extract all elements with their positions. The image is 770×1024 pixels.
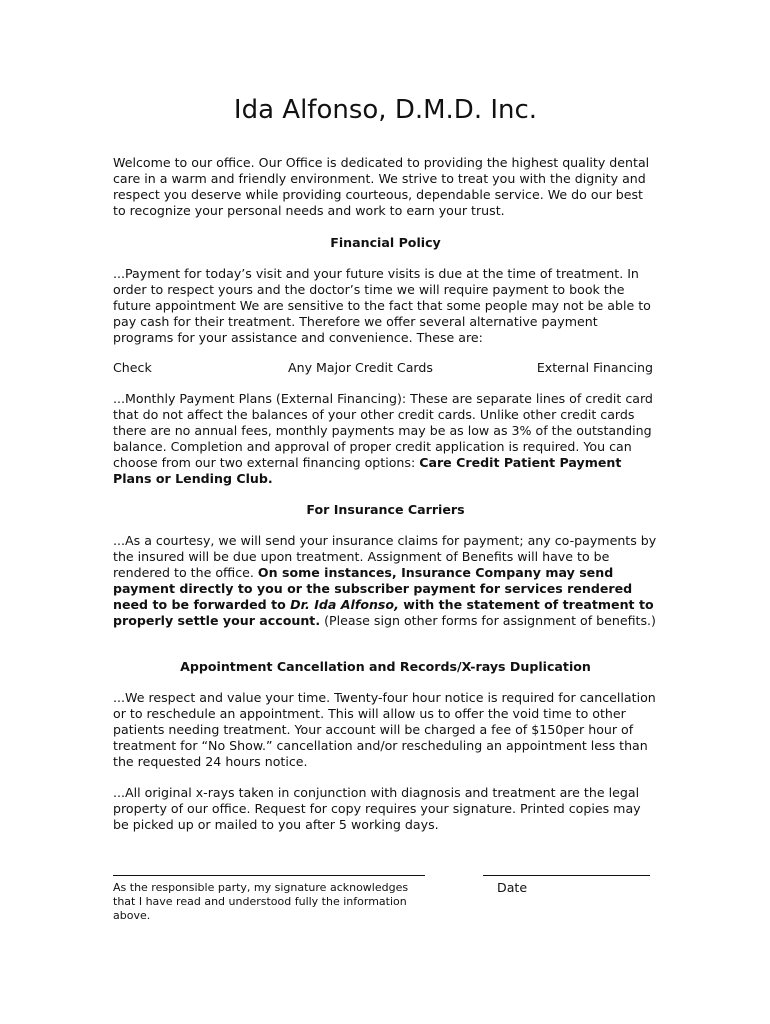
financial-policy-heading: Financial Policy [330, 235, 441, 250]
insurance-bold-2: with the statement of treatment to properly settle your account. [113, 597, 654, 628]
monthly-plans-paragraph [113, 391, 658, 487]
payment-options-row [113, 360, 658, 376]
cancellation-paragraph: ...We respect and value your time. Twenty-four hour notice is required for cancellation or to reschedule an appointment. This will allow us to offer the void time to other patients needing treatment. Your account will be charged a fee of $150per hour of treatment for “No Show.” cancellation and/or rescheduling an appointment less than the requested 24 hours notice. [113, 690, 656, 769]
cancellation-heading: Appointment Cancellation and Records/X-rays Duplication [180, 659, 591, 674]
insurance-text-2: (Please sign other forms for assignment of benefits.) [320, 613, 656, 628]
signature-line[interactable] [113, 865, 425, 876]
monthly-plans-text: ...Monthly Payment Plans (External Financing): These are separate lines of credit card that do not affect the balances of your other credit cards. Unlike other credit cards there are no annual fees, monthly payments may be as low as 3% of the outstanding balance. Completion and approval of proper credit application is required. You can choose from our two external financing options: [113, 391, 653, 470]
insurance-doctor-name: Dr. Ida Alfonso, [290, 597, 399, 612]
financial-policy-paragraph: ...Payment for today’s visit and your future visits is due at the time of treatment. In order to respect yours and the doctor’s time we will require payment to book the future appointment We are sensitive to the fact that some people may not be able to pay cash for their treatment. Therefore we offer several alternative payment programs for your assistance and convenience. These are: [113, 266, 651, 345]
xrays-paragraph: ...All original x-rays taken in conjunction with diagnosis and treatment are the legal property of our office. Request for copy requires your signature. Printed copies may be picked up or mailed to you after 5 working days. [113, 785, 641, 832]
insurance-text-1: ...As a courtesy, we will send your insurance claims for payment; any co-payments by the insured will be due upon treatment. Assignment of Benefits will have to be rendered to the office. [113, 533, 657, 580]
payment-option-external-financing: External Financing [536, 360, 653, 375]
document-title: Ida Alfonso, D.M.D. Inc. [233, 95, 538, 125]
signature-area [113, 865, 658, 935]
payment-option-credit-cards: Any Major Credit Cards [288, 360, 433, 375]
date-label: Date [497, 880, 528, 895]
insurance-bold-1: On some instances, Insurance Company may send payment directly to you or the subscriber payment for services rendered need to be forwarded to [113, 565, 633, 612]
date-line[interactable] [483, 865, 650, 876]
monthly-plans-options: Care Credit Patient Payment Plans or Lending Club. [113, 455, 622, 486]
signature-acknowledgement: As the responsible party, my signature acknowledges that I have read and understood fully the information above. [113, 881, 409, 922]
insurance-paragraph [113, 533, 658, 629]
intro-paragraph: Welcome to our office. Our Office is dedicated to providing the highest quality dental care in a warm and friendly environment. We strive to treat you with the dignity and respect you deserve while providing courteous, dependable service. We do our best to recognize your personal needs and work to earn your trust. [113, 155, 650, 218]
insurance-heading: For Insurance Carriers [306, 502, 465, 517]
payment-option-check: Check [113, 360, 152, 375]
